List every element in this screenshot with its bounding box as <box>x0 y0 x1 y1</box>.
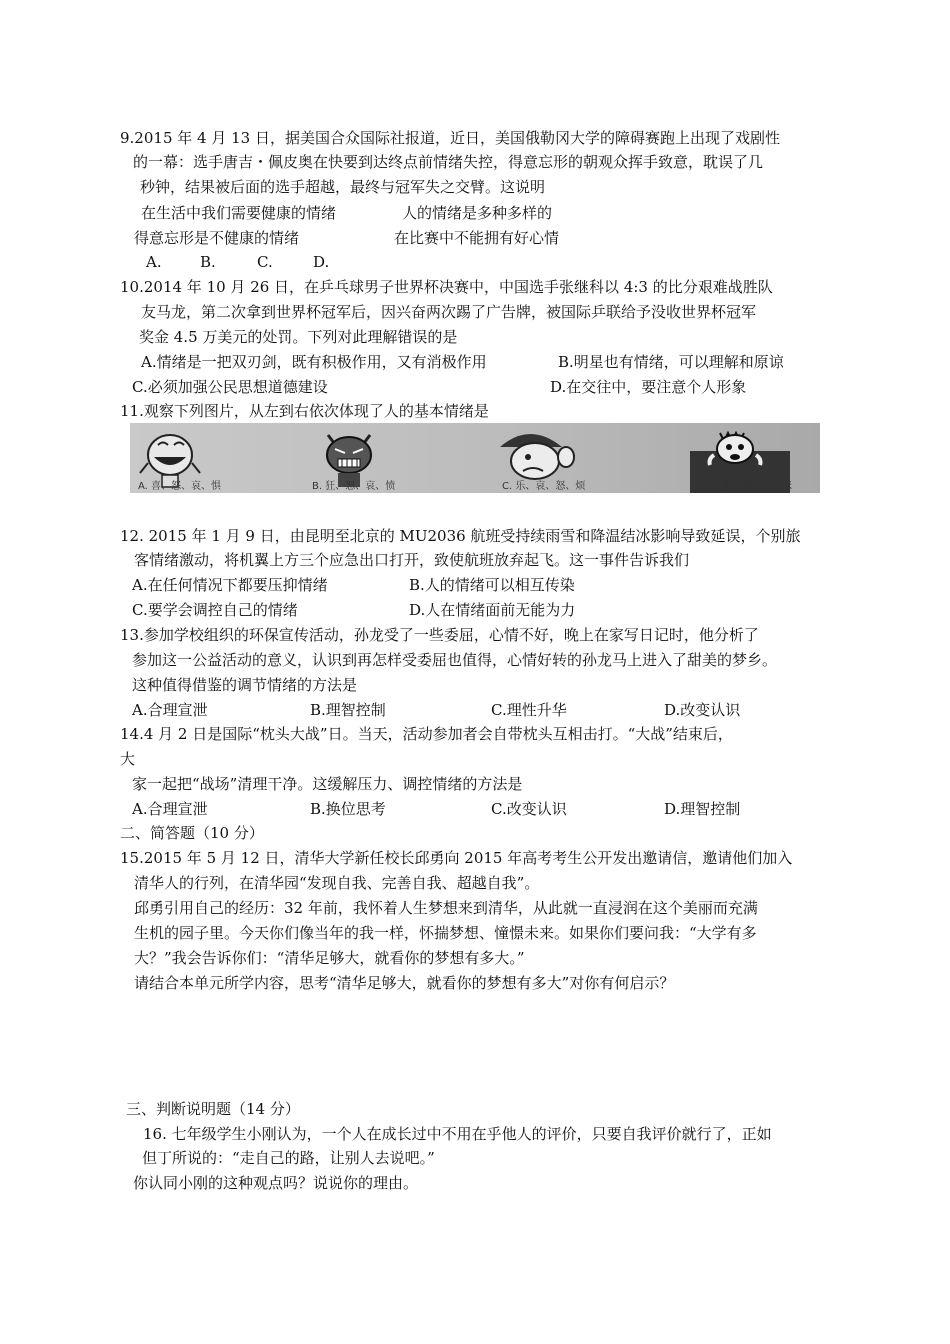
q9-statement-3: 得意忘形是不健康的情绪 <box>134 229 300 247</box>
q13-option-d: D.改变认识 <box>664 701 741 719</box>
q14-line-1: 14.4 月 2 日是国际“枕头大战”日。当天，活动参加者会自带枕头互相击打。“大战”结束后， <box>120 725 733 743</box>
q10-option-c: C.必须加强公民思想道德建设 <box>132 378 328 396</box>
q13-line-3: 这种值得借鉴的调节情绪的方法是 <box>132 676 358 694</box>
q12-option-b: B.人的情绪可以相互传染 <box>409 576 575 594</box>
q9-option-a: A. <box>146 253 162 271</box>
q15-line-3: 邱勇引用自己的经历：32 年前，我怀着人生梦想来到清华，从此就一直浸润在这个美丽而充满 <box>134 899 758 917</box>
q14-option-a: A.合理宣泄 <box>132 800 208 818</box>
q10-line-3: 奖金 4.5 万美元的处罚。下列对此理解错误的是 <box>139 328 458 346</box>
q16-line-2: 但丁所说的：“走自己的路，让别人去说吧。” <box>142 1149 435 1167</box>
q9-statement-1: 在生活中我们需要健康的情绪 <box>141 204 337 222</box>
q10-option-b: B.明星也有情绪，可以理解和原谅 <box>558 353 784 371</box>
q15-line-1: 15.2015 年 5 月 12 日，清华大学新任校长邱勇向 2015 年高考考生公开发出邀请信，邀请他们加入 <box>120 849 793 867</box>
q13-line-2: 参加这一公益活动的意义，认识到再怎样受委屈也值得，心情好转的孙龙马上进入了甜美的梦乡。 <box>132 651 778 669</box>
q10-option-d: D.在交往中，要注意个人形象 <box>550 378 747 396</box>
cartoon-caption-c: C. 乐、哀、怒、烦 <box>502 481 586 492</box>
q9-line-3: 秒钟，结果被后面的选手超越，最终与冠军失之交臂。这说明 <box>140 178 546 196</box>
q10-line-2: 友马龙，第二次拿到世界杯冠军后，因兴奋两次踢了广告牌，被国际乒联给予没收世界杯冠军 <box>141 303 757 321</box>
q12-option-d: D.人在情绪面前无能为力 <box>409 601 576 619</box>
q13-line-1: 13.参加学校组织的环保宣传活动，孙龙受了一些委屈，心情不好，晚上在家写日记时，他分析了 <box>120 626 759 644</box>
emotion-cartoon-strip <box>130 423 820 493</box>
q9-option-d: D. <box>313 253 330 271</box>
section-2-heading: 二、简答题（10 分） <box>120 824 264 842</box>
q10-option-a: A.情绪是一把双刃剑，既有积极作用，又有消极作用 <box>141 353 487 371</box>
q16-line-3: 你认同小刚的这种观点吗？说说你的理由。 <box>133 1174 419 1192</box>
q13-option-c: C.理性升华 <box>491 701 567 719</box>
q15-line-4: 生机的园子里。今天你们像当年的我一样，怀揣梦想、憧憬未来。如果你们要问我：“大学有多 <box>134 924 757 942</box>
q11-line-1: 11.观察下列图片，从左到右依次体现了人的基本情绪是 <box>120 402 489 420</box>
emotion-cartoon-figure <box>130 423 820 493</box>
section-3-heading: 三、判断说明题（14 分） <box>126 1100 300 1118</box>
q12-option-c: C.要学会调控自己的情绪 <box>132 601 298 619</box>
q15-line-6: 请结合本单元所学内容，思考“清华足够大，就看你的梦想有多大”对你有何启示？ <box>134 974 675 992</box>
q15-line-2: 清华人的行列，在清华园“发现自我、完善自我、超越自我”。 <box>134 874 540 892</box>
q13-option-b: B.理智控制 <box>310 701 386 719</box>
q12-option-a: A.在任何情况下都要压抑情绪 <box>132 576 328 594</box>
q9-option-c: C. <box>257 253 273 271</box>
q10-line-1: 10.2014 年 10 月 26 日，在乒乓球男子世界杯决赛中，中国选手张继科以 4:3 的比分艰难战胜队 <box>120 278 773 296</box>
q16-line-1: 16. 七年级学生小刚认为，一个人在成长过中不用在乎他人的评价，只要自我评价就行了，正如 <box>143 1125 772 1143</box>
q14-line-3: 家一起把“战场”清理干净。这缓解压力、调控情绪的方法是 <box>132 775 523 793</box>
q14-line-2: 大 <box>120 750 136 768</box>
q9-line-1: 9.2015 年 4 月 13 日，据美国合众国际社报道，近日，美国俄勒冈大学的障碍赛跑上出现了戏剧性 <box>120 129 780 147</box>
cartoon-caption-d: D. 喜、怒、哀、悲 <box>708 481 793 492</box>
q12-line-1: 12. 2015 年 1 月 9 日，由昆明至北京的 MU2036 航班受持续雨雪和降温结冰影响导致延误，个别旅 <box>120 527 801 545</box>
q9-statement-4: 在比赛中不能拥有好心情 <box>394 229 560 247</box>
q15-line-5: 大？”我会告诉你们：“清华足够大，就看你的梦想有多大。” <box>134 949 525 967</box>
q14-option-b: B.换位思考 <box>310 800 386 818</box>
q12-line-2: 客情绪激动，将机翼上方三个应急出口打开，致使航班放弃起飞。这一事件告诉我们 <box>134 551 690 569</box>
q9-option-b: B. <box>200 253 216 271</box>
cartoon-caption-a: A. 喜、怒、哀、惧 <box>138 481 222 492</box>
q13-option-a: A.合理宣泄 <box>132 701 208 719</box>
q9-statement-2: 人的情绪是多种多样的 <box>402 204 553 222</box>
cartoon-caption-b: B. 狂、怒、哀、愤 <box>312 481 396 492</box>
q14-option-d: D.理智控制 <box>664 800 741 818</box>
q9-line-2: 的一幕：选手唐吉・佩皮奥在快要到达终点前情绪失控，得意忘形的朝观众挥手致意，耽误了几 <box>133 153 764 171</box>
q14-option-c: C.改变认识 <box>491 800 567 818</box>
